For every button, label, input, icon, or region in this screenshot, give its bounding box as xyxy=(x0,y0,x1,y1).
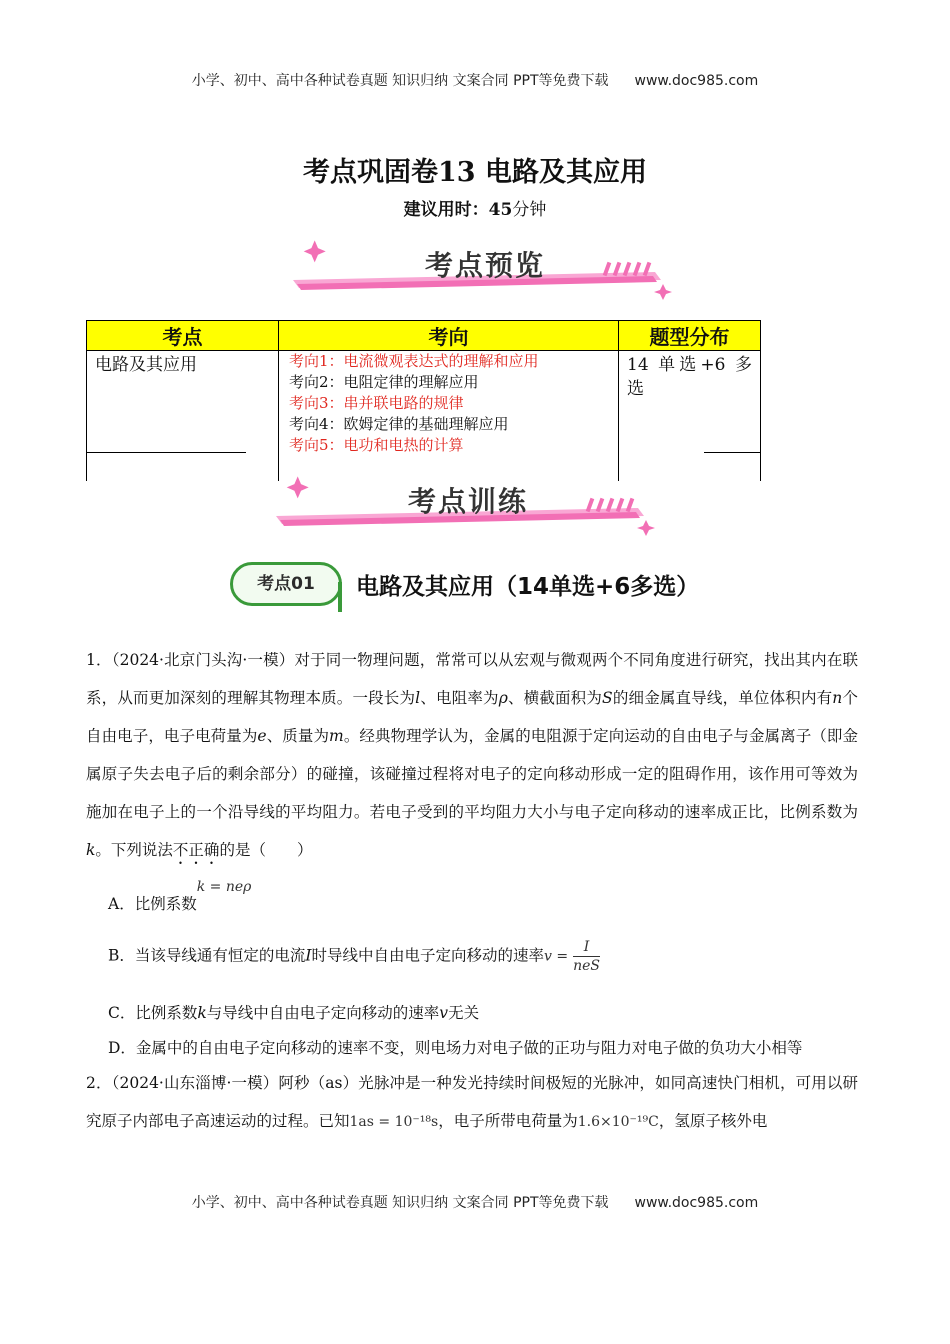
preview-banner xyxy=(285,236,685,306)
question-1-text: 内在联系，从而更加深刻的理解其物理本质。一段长为 xyxy=(86,651,858,707)
question-1-text: 由电子与金属离子（即金属原子失去电子后的剩余部分）的碰撞，该碰撞过程将对电子的定向移动形成一 xyxy=(86,727,858,783)
question-1-text: 。经典物理学认为，金属的电阻源于定向运动的自 xyxy=(343,727,687,745)
question-1-text: 位体积内有 xyxy=(753,689,833,707)
var-v: v xyxy=(439,1004,449,1022)
var-k: k xyxy=(197,1004,207,1022)
question-1-text: 。下列说法 xyxy=(95,841,173,859)
header-topic: 考点 xyxy=(87,321,279,351)
header-distribution: 题型分布 xyxy=(619,321,761,351)
direction-2-text: 电阻定律的理解应用 xyxy=(343,373,479,391)
question-1-text: 个自由电子，电子电荷量为 xyxy=(86,689,858,745)
fraction-numerator: I xyxy=(573,938,600,957)
option-d: D．金属中的自由电子定向移动的速率不变，则电场力对电子做的正功与阻力对电子做的负功大小相等 xyxy=(108,1039,803,1057)
page-header xyxy=(0,70,950,90)
direction-1-label: 考向1： xyxy=(289,352,344,370)
question-1-text: 、质量为 xyxy=(266,727,330,745)
question-1 xyxy=(86,641,858,869)
direction-5-label: 考向5： xyxy=(289,436,344,454)
question-1-text: 、电阻率为 xyxy=(420,689,499,707)
question-2-formula-charge: 1.6×10⁻¹⁹C xyxy=(577,1114,659,1130)
question-1-text: 、横截面积为 xyxy=(507,689,603,707)
question-1-text: 子定向移动的速率成正比，比例系数为 xyxy=(590,803,858,821)
footer-text: 小学、初中、高中各种试卷真题 知识归纳 文案合同 PPT等免费下载 xyxy=(191,1195,609,1211)
training-banner-text: 考点训练 xyxy=(407,485,528,518)
header-site: www.doc985.com xyxy=(634,73,759,89)
question-1-text: 定的阻碍作用，该作用可等效为施加在电子上的一个沿导线的平均阻力。若电子受到的平均阻力大小与电 xyxy=(86,765,858,821)
option-b xyxy=(108,938,860,975)
var-n: n xyxy=(832,689,843,707)
var-S: S xyxy=(602,689,613,707)
direction-4-text: 欧姆定律的基础理解应用 xyxy=(343,415,509,433)
suggested-time xyxy=(0,195,950,220)
direction-1 xyxy=(289,351,608,372)
header-text: 小学、初中、高中各种试卷真题 知识归纳 文案合同 PPT等免费下载 xyxy=(191,73,609,89)
direction-2 xyxy=(289,372,608,393)
table-row xyxy=(87,351,761,482)
option-a-text: A．比例系数 xyxy=(108,895,197,913)
option-b-fraction xyxy=(573,938,600,975)
direction-1-text: 电流微观表达式的理解和应用 xyxy=(343,352,539,370)
preview-banner-text: 考点预览 xyxy=(424,249,545,282)
direction-3 xyxy=(289,393,608,414)
header-direction: 考向 xyxy=(279,321,619,351)
option-b-formula-v: v = xyxy=(544,948,569,965)
sparkle-icon xyxy=(637,520,655,536)
question-2-source: （2024·山东淄博·一模） xyxy=(111,1074,279,1092)
question-1-text: 的是（ ） xyxy=(219,841,313,859)
topic-cell: 电路及其应用 xyxy=(87,351,279,482)
directions-cell xyxy=(279,351,619,482)
question-1-source: （2024·北京门头沟·一模） xyxy=(111,651,295,669)
section-badge: 考点01 xyxy=(230,562,342,606)
direction-5-text: 电功和电热的计算 xyxy=(343,436,464,454)
training-banner xyxy=(268,472,668,542)
question-1-number: 1． xyxy=(86,651,112,669)
fraction-denominator: neS xyxy=(573,958,600,974)
option-b-text2: 时导线中自由电子定向移动的速率 xyxy=(311,946,545,965)
direction-3-text: 串并联电路的规律 xyxy=(343,394,464,412)
option-c xyxy=(108,1001,860,1023)
direction-4 xyxy=(289,414,608,435)
suggested-time-label: 建议用时： xyxy=(403,200,489,220)
option-a xyxy=(108,876,860,913)
var-l: l xyxy=(415,689,421,707)
direction-4-label: 考向4： xyxy=(289,415,344,433)
direction-2-label: 考向2： xyxy=(289,373,344,391)
option-b-text: B．当该导线通有恒定的电流 xyxy=(108,946,306,965)
table-bottom-border-right xyxy=(704,452,760,453)
section-title: 电路及其应用（14单选+6多选） xyxy=(356,574,700,600)
option-c-text3: 无关 xyxy=(448,1004,480,1022)
page-footer xyxy=(0,1192,950,1212)
page-title: 考点巩固卷13 电路及其应用 xyxy=(303,157,647,188)
direction-3-label: 考向3： xyxy=(289,394,344,412)
var-I: I xyxy=(305,946,312,965)
option-a-formula: k = neρ xyxy=(196,879,252,895)
option-c-text2: 与导线中自由电子定向移动的速率 xyxy=(206,1004,440,1022)
var-e: e xyxy=(257,727,267,745)
question-2-line2c: ，氢原子核外电 xyxy=(658,1112,768,1130)
question-1-text: 对于同一物理问题，常常可以从宏观与微观两个不同角度进行研究，找出其 xyxy=(294,651,812,669)
var-k: k xyxy=(86,841,96,859)
question-2-formula-as: 1as = 10⁻¹⁸s xyxy=(349,1114,439,1130)
option-c-text: C．比例系数 xyxy=(108,1004,198,1022)
suggested-time-unit: 分钟 xyxy=(512,200,547,220)
direction-5 xyxy=(289,435,608,456)
distribution-cell: 14 单选+6 多选 xyxy=(619,351,761,482)
badge-stem xyxy=(338,582,342,612)
question-2-line2b: ，电子所带电荷量为 xyxy=(438,1112,578,1130)
var-rho: ρ xyxy=(498,689,508,707)
overview-table-header xyxy=(87,321,761,351)
suggested-time-value: 45 xyxy=(488,200,513,220)
question-2-line2a: 用以研究原子内部电子高速运动的过程。已知 xyxy=(86,1074,858,1130)
footer-site: www.doc985.com xyxy=(634,1195,759,1211)
question-1-text: 的细金属直导线，单 xyxy=(612,689,754,707)
question-2-line1: 阿秒（as）光脉冲是一种发光持续时间极短的光脉冲，如同高速快门相机，可 xyxy=(278,1074,812,1092)
sparkle-icon xyxy=(654,284,672,300)
emphasis-not-correct: 不正确 xyxy=(172,841,220,859)
question-2 xyxy=(86,1064,858,1141)
overview-table xyxy=(86,320,761,481)
question-2-number: 2． xyxy=(86,1074,112,1092)
table-bottom-border-left xyxy=(86,452,246,453)
var-m: m xyxy=(329,727,344,745)
